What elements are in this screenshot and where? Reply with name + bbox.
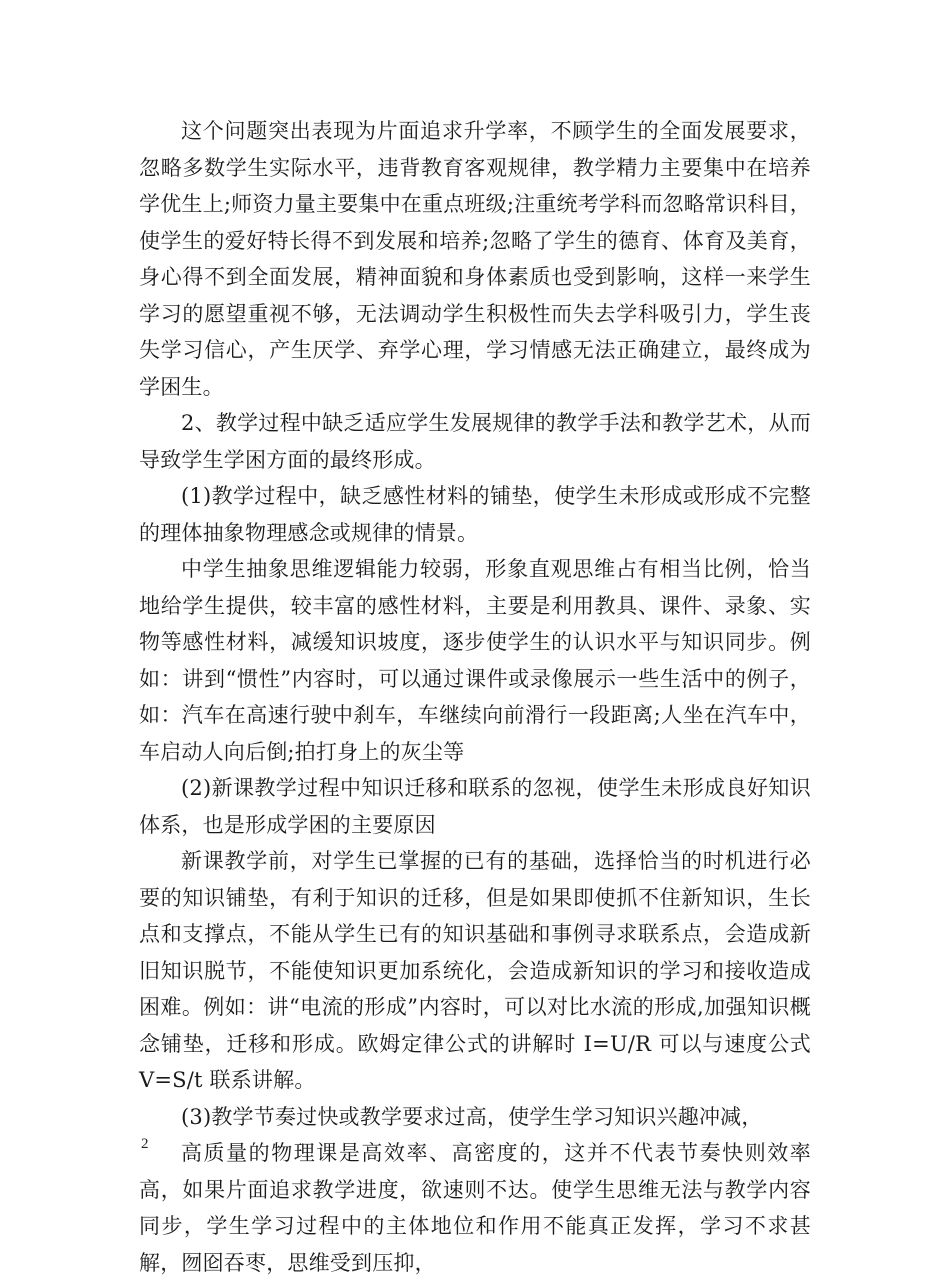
paragraph-subpoint-2-heading: (2)新课教学过程中知识迁移和联系的忽视，使学生未形成良好知识体系，也是形成学困的主要原因 bbox=[139, 776, 811, 837]
paragraph-teaching-pace: 高质量的物理课是高效率、高密度的，这并不代表节奏快则效率高，如果片面追求教学进度，欲速则不达。使学生思维无法与教学内容同步，学生学习过程中的主体地位和作用不能真正发挥，学习不求甚解，囫囵吞枣，思维受到压抑， bbox=[139, 1141, 811, 1275]
document-body bbox=[139, 113, 811, 1281]
paragraph-point-2-heading: 2、教学过程中缺乏适应学生发展规律的教学手法和教学艺术，从而导致学生学困方面的最终形成。 bbox=[139, 411, 811, 472]
paragraph-knowledge-transfer: 新课教学前，对学生已掌握的已有的基础，选择恰当的时机进行必要的知识铺垫，有利于知识的迁移，但是如果即使抓不住新知识，生长点和支撑点，不能从学生已有的知识基础和事例寻求联系点，会造成新旧知识脱节，不能使知识更加系统化，会造成新知识的学习和接收造成困难。例如：讲“电流的形成”内容时，可以对比水流的形成,加强知识概念铺垫，迁移和形成。欧姆定律公式的讲解时 I=U/R 可以与速度公式 V=S/t 联系讲解。 bbox=[139, 849, 811, 1092]
paragraph-perceptual-materials: 中学生抽象思维逻辑能力较弱，形象直观思维占有相当比例，恰当地给学生提供，较丰富的感性材料，主要是利用教具、课件、录象、实物等感性材料，减缓知识坡度，逐步使学生的认识水平与知识同步。例如：讲到“惯性”内容时，可以通过课件或录像展示一些生活中的例子，如：汽车在高速行驶中刹车，车继续向前滑行一段距离;人坐在汽车中，车启动人向后倒;拍打身上的灰尘等 bbox=[139, 557, 811, 764]
page-number: 2 bbox=[141, 1136, 149, 1152]
paragraph-exam-oriented-problem: 这个问题突出表现为片面追求升学率，不顾学生的全面发展要求，忽略多数学生实际水平，违背教育客观规律，教学精力主要集中在培养学优生上;师资力量主要集中在重点班级;注重统考学科而忽略常识科目，使学生的爱好特长得不到发展和培养;忽略了学生的德育、体育及美育，身心得不到全面发展，精神面貌和身体素质也受到影响，这样一来学生学习的愿望重视不够，无法调动学生积极性而失去学科吸引力，学生丧失学习信心，产生厌学、弃学心理，学习情感无法正确建立，最终成为学困生。 bbox=[139, 119, 811, 399]
paragraph-subpoint-1-heading: (1)教学过程中，缺乏感性材料的铺垫，使学生未形成或形成不完整的理体抽象物理感念或规律的情景。 bbox=[139, 484, 811, 545]
paragraph-subpoint-3-heading: (3)教学节奏过快或教学要求过高，使学生学习知识兴趣冲减， bbox=[181, 1104, 763, 1129]
